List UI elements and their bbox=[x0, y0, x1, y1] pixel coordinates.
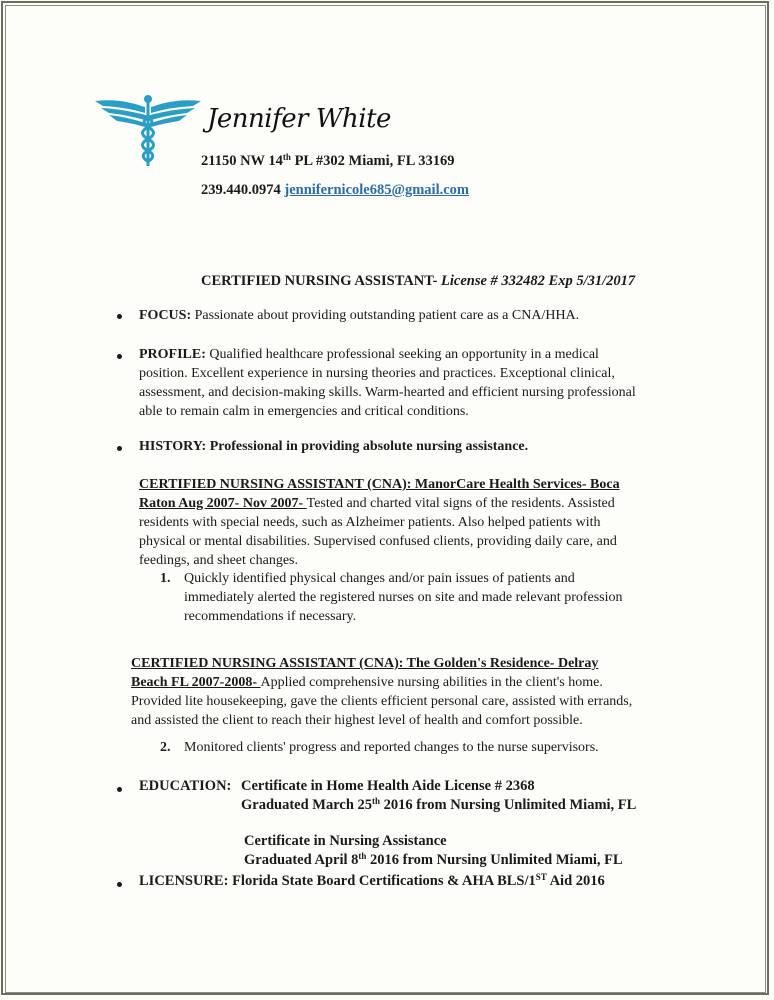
candidate-name: Jennifer White bbox=[207, 104, 391, 134]
bullet-icon bbox=[117, 446, 122, 451]
email-link[interactable]: jennifernicole685@gmail.com bbox=[284, 182, 470, 198]
education-entry-1: Certificate in Home Health Aide License # 2368 Graduated March 25th 2016 from Nursing Unlimited Miami, FL bbox=[241, 778, 637, 813]
phone-number: 239.440.0974 bbox=[201, 182, 281, 198]
bullet-icon bbox=[117, 787, 122, 792]
job-item-1: 1. Quickly identified physical changes and/or pain issues of patients and immediately alerted the registered nurses on site and made relevant profession recommendations if necessary. bbox=[160, 571, 623, 624]
profile-section: PROFILE: Qualified healthcare professional seeking an opportunity in a medical position. Excellent experience in nursing theories and practices. Exceptional clinical, assessment, and decision-making skills. Warm-hearted and efficient nursing professional able to remain calm in emergencies and critical conditions. bbox=[139, 347, 636, 419]
caduceus-icon bbox=[95, 93, 201, 168]
job-title: CERTIFIED NURSING ASSISTANT- License # 332482 Exp 5/31/2017 bbox=[201, 273, 636, 289]
bullet-icon bbox=[117, 882, 122, 887]
job-item-2: 2. Monitored clients' progress and reported changes to the nurse supervisors. bbox=[160, 740, 599, 755]
job-heading: CERTIFIED NURSING ASSISTANT (CNA): ManorCare Health Services- Boca bbox=[139, 477, 620, 492]
history-heading: HISTORY: Professional in providing absolute nursing assistance. bbox=[139, 439, 529, 454]
bullet-icon bbox=[117, 314, 122, 319]
job-heading: CERTIFIED NURSING ASSISTANT (CNA): The Golden's Residence- Delray bbox=[131, 656, 599, 671]
education-entry-2: Certificate in Nursing Assistance Graduated April 8th 2016 from Nursing Unlimited Miami, FL bbox=[244, 833, 623, 868]
bullet-icon bbox=[117, 354, 122, 359]
job-entry-goldens-residence: CERTIFIED NURSING ASSISTANT (CNA): The Golden's Residence- Delray Beach FL 2007-2008- Applied comprehensive nursing abilities in the client's home. Provided lite housekeeping, gave the clients efficient personal care, assisted with errands, and assisted the client to reach their highest level of health and comfort possible. bbox=[131, 656, 633, 728]
licensure-section: LICENSURE: Florida State Board Certifications & AHA BLS/1ST Aid 2016 bbox=[139, 872, 605, 889]
address: 21150 NW 14th PL #302 Miami, FL 33169 bbox=[201, 152, 455, 169]
license-info: License # 332482 Exp 5/31/2017 bbox=[441, 273, 636, 289]
contact-line bbox=[201, 182, 469, 199]
education-label: EDUCATION: bbox=[139, 778, 232, 794]
job-entry-manorcare: CERTIFIED NURSING ASSISTANT (CNA): ManorCare Health Services- Boca Raton Aug 2007- Nov 2007- Tested and charted vital signs of the residents. Assisted residents with special needs, such as Alzheimer patients. Also helped patients with physical or mental disabilities. Supervised confused clients, providing daily care, and feedings, and sheet changes. bbox=[139, 477, 620, 568]
focus-section: FOCUS: Passionate about providing outstanding patient care as a CNA/HHA. bbox=[139, 308, 580, 323]
